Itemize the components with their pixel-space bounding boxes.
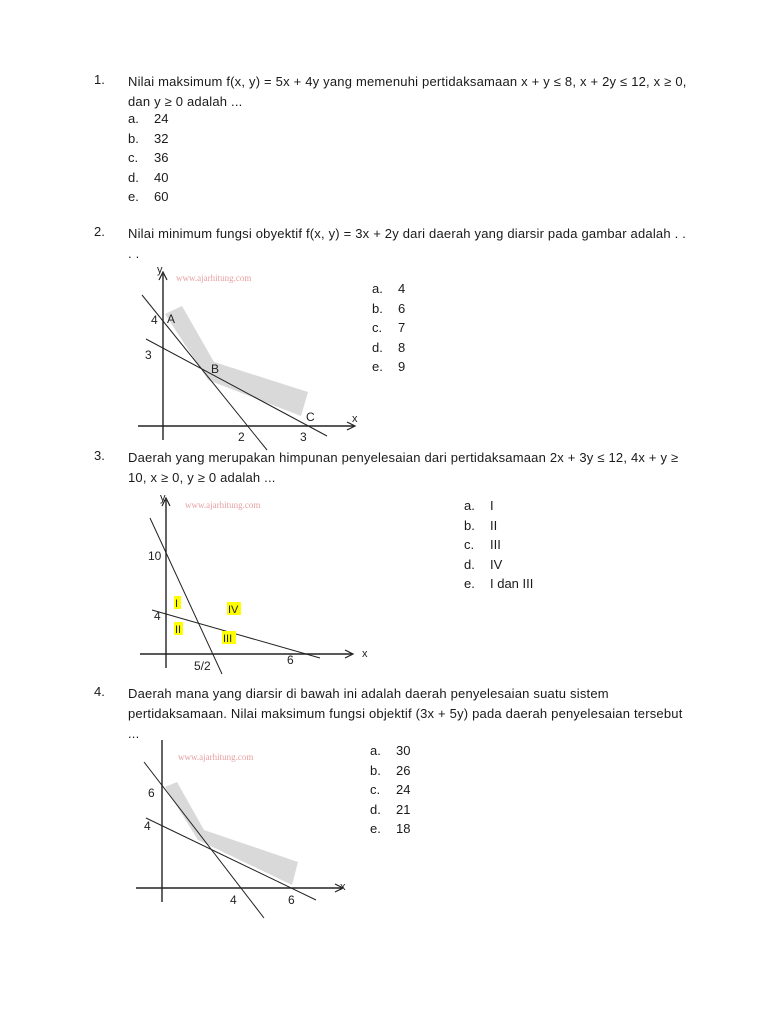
constraint-line <box>150 518 222 674</box>
question-text: Daerah yang merupakan himpunan penyelesaian dari pertidaksamaan 2x + 3y ≤ 12, 4x + y ≥ 10, x ≥ 0, y ≥ 0 adalah ... <box>128 450 679 485</box>
watermark: www.ajarhitung.com <box>176 273 252 283</box>
y-tick-label: 6 <box>148 786 155 800</box>
answer-option[interactable]: d. 40 <box>128 169 169 185</box>
x-tick-label: 2 <box>238 430 245 444</box>
question-text: Nilai maksimum f(x, y) = 5x + 4y yang memenuhi pertidaksamaan x + y ≤ 8, x + 2y ≤ 12, x ≥ 0, dan y ≥ 0 adalah ... <box>128 74 687 109</box>
point-label: C <box>306 410 315 424</box>
x-tick-label: 4 <box>230 893 237 907</box>
point-label: A <box>167 312 176 326</box>
y-tick-label: 3 <box>145 348 152 362</box>
y-tick-label: 4 <box>151 313 158 327</box>
question-number: 2. <box>94 224 105 239</box>
answer-options <box>464 496 533 594</box>
question-number: 3. <box>94 448 105 463</box>
watermark: www.ajarhitung.com <box>185 500 261 510</box>
y-tick-label: 4 <box>144 819 151 833</box>
y-axis-label: y <box>160 492 166 504</box>
question-text: Daerah mana yang diarsir di bawah ini adalah daerah penyelesaian suatu sistem pertidaksamaan. Nilai maksimum fungsi objektif (3x + 5y) pada daerah penyelesaian tersebut ... <box>128 686 683 741</box>
graph-figure-4 <box>128 740 358 920</box>
graph-figure-3 <box>130 486 390 676</box>
answer-option[interactable]: c. 7 <box>372 320 406 335</box>
answer-option[interactable]: a. 4 <box>372 281 406 296</box>
x-axis-label: x <box>352 413 358 425</box>
x-tick-label: 6 <box>287 653 294 667</box>
answer-option[interactable]: e. 9 <box>372 359 406 374</box>
question-number: 1. <box>94 72 105 87</box>
answer-option[interactable]: a. I <box>464 498 494 513</box>
answer-options <box>372 279 405 377</box>
region-label: IV <box>228 604 239 616</box>
x-axis-label: x <box>362 648 368 660</box>
answer-option[interactable]: c. III <box>464 537 501 552</box>
question-number: 4. <box>94 684 105 699</box>
answer-option[interactable]: d. 21 <box>370 801 411 817</box>
answer-option[interactable]: a. 24 <box>128 111 169 126</box>
answer-option[interactable]: b. II <box>464 517 498 533</box>
x-tick-label: 5/2 <box>194 659 211 673</box>
y-tick-label: 10 <box>148 549 162 563</box>
answer-option[interactable]: e. 18 <box>370 821 411 836</box>
graph-figure-2 <box>130 264 370 454</box>
x-tick-label: 6 <box>288 893 295 907</box>
x-tick-label: 3 <box>300 430 307 444</box>
answer-option[interactable]: c. 24 <box>370 782 411 797</box>
y-axis-label: y <box>157 264 163 276</box>
answer-option[interactable]: b. 32 <box>128 130 169 146</box>
x-axis-label: x <box>340 881 346 893</box>
constraint-line <box>142 295 267 450</box>
answer-option[interactable]: d. IV <box>464 556 503 572</box>
answer-options <box>128 109 168 207</box>
region-label: III <box>223 633 233 645</box>
answer-options <box>370 741 410 839</box>
watermark: www.ajarhitung.com <box>178 752 254 762</box>
question-text: Nilai minimum fungsi obyektif f(x, y) = 3x + 2y dari daerah yang diarsir pada gambar adalah . . . . <box>128 226 687 261</box>
region-label: II <box>175 624 182 636</box>
point-label: B <box>211 362 220 376</box>
constraint-line <box>146 339 327 436</box>
answer-option[interactable]: b. 6 <box>372 300 406 316</box>
region-label: I <box>175 598 179 610</box>
y-tick-label: 4 <box>154 609 161 623</box>
answer-option[interactable]: e. 60 <box>128 189 169 204</box>
answer-option[interactable]: c. 36 <box>128 150 169 165</box>
answer-option[interactable]: a. 30 <box>370 743 411 758</box>
answer-option[interactable]: e. I dan III <box>464 576 534 591</box>
answer-option[interactable]: d. 8 <box>372 339 406 355</box>
answer-option[interactable]: b. 26 <box>370 762 411 778</box>
shaded-region <box>165 782 298 885</box>
